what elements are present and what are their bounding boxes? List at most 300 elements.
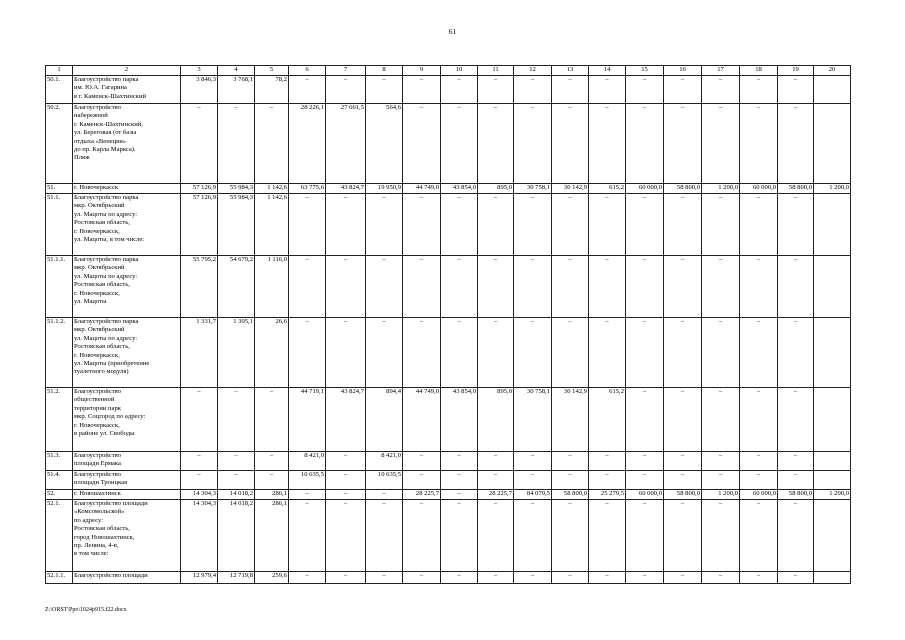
- value-cell: –: [218, 452, 255, 471]
- row-name-line: г. Новочеркасск,: [74, 421, 120, 429]
- row-name-line: мкр. Октябрьский: [74, 326, 125, 334]
- table-row: [46, 452, 851, 471]
- row-name-cell: [73, 104, 181, 184]
- table-row: [46, 471, 851, 490]
- row-id-cell: 52.1.: [46, 500, 73, 572]
- row-name-line: отдыха «Венеция»: [74, 137, 127, 145]
- value-cell: 30 758,1: [514, 388, 552, 452]
- value-cell: 615,2: [589, 388, 626, 452]
- value-cell: 1 200,0: [702, 490, 740, 500]
- row-name-line: пр. Ленина, 4-в,: [74, 542, 119, 550]
- value-cell: –: [589, 318, 626, 388]
- footer-file-path: Z:\ORST\Ppo\1024p915.f22.docx: [45, 607, 127, 613]
- value-cell: –: [664, 76, 702, 104]
- value-cell: –: [552, 452, 589, 471]
- value-cell: 43 824,7: [326, 184, 366, 194]
- value-cell: –: [740, 104, 778, 184]
- value-cell: –: [778, 104, 814, 184]
- value-cell: 26,6: [255, 318, 289, 388]
- column-number-cell: 7: [326, 66, 366, 76]
- value-cell: 30 142,9: [552, 388, 589, 452]
- column-number-cell: 3: [181, 66, 218, 76]
- value-cell: 895,0: [478, 388, 514, 452]
- value-cell: 30 758,1: [514, 184, 552, 194]
- value-cell: 44 749,0: [403, 388, 441, 452]
- value-cell: –: [740, 318, 778, 388]
- column-number-cell: 17: [702, 66, 740, 76]
- value-cell: –: [514, 318, 552, 388]
- value-cell: –: [514, 104, 552, 184]
- value-cell: –: [664, 572, 702, 584]
- value-cell: –: [740, 256, 778, 318]
- row-id-cell: 52.1.1.: [46, 572, 73, 584]
- value-cell: 43 824,7: [326, 388, 366, 452]
- value-cell: –: [326, 256, 366, 318]
- column-number-cell: 20: [814, 66, 851, 76]
- row-name-line: Благоустройство парка: [74, 76, 139, 83]
- value-cell: 1 116,0: [255, 256, 289, 318]
- value-cell: –: [478, 256, 514, 318]
- value-cell: –: [626, 318, 664, 388]
- row-name-cell: [73, 318, 181, 388]
- value-cell: –: [514, 256, 552, 318]
- value-cell: 60 000,0: [626, 490, 664, 500]
- value-cell: –: [441, 104, 478, 184]
- value-cell: 10 635,5: [289, 471, 326, 490]
- row-name-line: Благоустройство: [74, 471, 121, 478]
- value-cell: 78,2: [255, 76, 289, 104]
- value-cell: 8 421,0: [366, 452, 403, 471]
- value-cell: 63 775,6: [289, 184, 326, 194]
- row-name-line: ул. Мацоты: [74, 298, 107, 306]
- empty-cell: [814, 256, 851, 318]
- value-cell: –: [778, 388, 814, 452]
- row-name-cell: [73, 256, 181, 318]
- value-cell: –: [778, 572, 814, 584]
- row-name-line: мкр. Соцгород по адресу:: [74, 413, 146, 421]
- value-cell: –: [702, 256, 740, 318]
- value-cell: 8 421,0: [289, 452, 326, 471]
- value-cell: –: [441, 194, 478, 256]
- row-name-cell: [73, 500, 181, 572]
- value-cell: 28 225,7: [403, 490, 441, 500]
- value-cell: –: [664, 194, 702, 256]
- value-cell: –: [326, 452, 366, 471]
- value-cell: 57 126,9: [181, 194, 218, 256]
- empty-cell: [814, 500, 851, 572]
- value-cell: –: [589, 76, 626, 104]
- value-cell: 27 661,5: [326, 104, 366, 184]
- value-cell: –: [478, 500, 514, 572]
- column-number-cell: 16: [664, 66, 702, 76]
- value-cell: –: [552, 256, 589, 318]
- value-cell: –: [626, 256, 664, 318]
- value-cell: –: [326, 572, 366, 584]
- value-cell: 58 800,0: [552, 490, 589, 500]
- value-cell: –: [441, 490, 478, 500]
- value-cell: 58 800,0: [664, 490, 702, 500]
- row-name-cell: [73, 388, 181, 452]
- value-cell: 1 331,7: [181, 318, 218, 388]
- row-id-cell: 51.1.2.: [46, 318, 73, 388]
- empty-cell: [814, 194, 851, 256]
- value-cell: –: [366, 500, 403, 572]
- value-cell: –: [326, 318, 366, 388]
- row-name-line: Благоустройство площади: [74, 572, 148, 579]
- value-cell: 564,6: [366, 104, 403, 184]
- page-number: 61: [448, 27, 457, 36]
- value-cell: –: [702, 572, 740, 584]
- value-cell: –: [589, 104, 626, 184]
- value-cell: –: [702, 76, 740, 104]
- column-number-cell: 13: [552, 66, 589, 76]
- value-cell: –: [778, 452, 814, 471]
- value-cell: –: [326, 490, 366, 500]
- column-number-cell: 2: [73, 66, 181, 76]
- value-cell: 44 719,1: [289, 388, 326, 452]
- value-cell: –: [626, 194, 664, 256]
- row-name-line: г. Новочеркасск,: [74, 351, 120, 359]
- value-cell: –: [289, 500, 326, 572]
- row-name-line: ул. Мацоты по адресу:: [74, 272, 138, 280]
- row-name-cell: [73, 490, 181, 500]
- table-row: [46, 572, 851, 584]
- value-cell: –: [326, 500, 366, 572]
- value-cell: 84 079,5: [514, 490, 552, 500]
- row-name-line: г. Новочеркасск: [74, 184, 119, 191]
- value-cell: –: [366, 318, 403, 388]
- value-cell: –: [366, 76, 403, 104]
- value-cell: –: [740, 388, 778, 452]
- value-cell: –: [289, 318, 326, 388]
- value-cell: –: [514, 471, 552, 490]
- row-name-line: Благоустройство парка: [74, 318, 139, 325]
- value-cell: 14 018,2: [218, 490, 255, 500]
- row-name-line: Ростовская область,: [74, 219, 130, 227]
- value-cell: –: [626, 76, 664, 104]
- value-cell: –: [181, 104, 218, 184]
- value-cell: 55 984,3: [218, 184, 255, 194]
- value-cell: –: [403, 500, 441, 572]
- row-id-cell: 51.2.: [46, 388, 73, 452]
- column-number-cell: 5: [255, 66, 289, 76]
- column-number-cell: 6: [289, 66, 326, 76]
- value-cell: –: [366, 256, 403, 318]
- row-id-cell: 51.1.1.: [46, 256, 73, 318]
- column-number-cell: 4: [218, 66, 255, 76]
- column-number-cell: 8: [366, 66, 403, 76]
- value-cell: –: [778, 256, 814, 318]
- value-cell: –: [664, 388, 702, 452]
- value-cell: –: [514, 500, 552, 572]
- value-cell: –: [552, 76, 589, 104]
- value-cell: –: [326, 471, 366, 490]
- column-number-cell: 14: [589, 66, 626, 76]
- value-cell: –: [403, 471, 441, 490]
- value-cell: –: [589, 194, 626, 256]
- value-cell: 19 950,9: [366, 184, 403, 194]
- table-row: [46, 388, 851, 452]
- value-cell: –: [289, 256, 326, 318]
- value-cell: 286,1: [255, 500, 289, 572]
- value-cell: 58 800,0: [664, 184, 702, 194]
- value-cell: –: [626, 500, 664, 572]
- column-number-cell: 10: [441, 66, 478, 76]
- value-cell: 3 768,1: [218, 76, 255, 104]
- table-row: [46, 256, 851, 318]
- value-cell: 894,4: [366, 388, 403, 452]
- value-cell: –: [403, 104, 441, 184]
- row-name-cell: [73, 184, 181, 194]
- value-cell: –: [441, 318, 478, 388]
- value-cell: –: [289, 572, 326, 584]
- value-cell: –: [702, 318, 740, 388]
- row-name-line: ул. Мацоты по адресу:: [74, 334, 138, 342]
- value-cell: 25 279,5: [589, 490, 626, 500]
- table-row: [46, 76, 851, 104]
- row-id-cell: 50.2.: [46, 104, 73, 184]
- value-cell: –: [514, 572, 552, 584]
- value-cell: 60 000,0: [740, 184, 778, 194]
- table-row: [46, 318, 851, 388]
- row-name-line: Благоустройство парка: [74, 194, 139, 201]
- value-cell: –: [702, 452, 740, 471]
- value-cell: –: [366, 194, 403, 256]
- row-name-cell: [73, 76, 181, 104]
- value-cell: –: [478, 318, 514, 388]
- value-cell: –: [218, 104, 255, 184]
- row-name-line: Благоустройство: [74, 388, 121, 395]
- row-name-line: Ростовская область,: [74, 281, 130, 289]
- value-cell: 10 635,5: [366, 471, 403, 490]
- value-cell: –: [664, 500, 702, 572]
- row-name-line: г. Новочеркасск,: [74, 227, 120, 235]
- value-cell: –: [403, 76, 441, 104]
- value-cell: –: [702, 471, 740, 490]
- column-number-cell: 18: [740, 66, 778, 76]
- value-cell: –: [702, 194, 740, 256]
- value-cell: –: [552, 471, 589, 490]
- table-row: [46, 500, 851, 572]
- row-name-line: в районе ул. Свободы: [74, 430, 135, 438]
- empty-cell: [814, 104, 851, 184]
- value-cell: –: [441, 256, 478, 318]
- value-cell: –: [441, 452, 478, 471]
- value-cell: 60 000,0: [626, 184, 664, 194]
- value-cell: –: [403, 318, 441, 388]
- value-cell: –: [589, 572, 626, 584]
- value-cell: 1 200,0: [814, 490, 851, 500]
- row-name-line: Пляж: [74, 154, 90, 162]
- value-cell: –: [589, 452, 626, 471]
- value-cell: 286,1: [255, 490, 289, 500]
- value-cell: –: [778, 194, 814, 256]
- row-name-line: «Комсомольской»: [74, 508, 125, 516]
- value-cell: 43 854,0: [441, 388, 478, 452]
- row-name-cell: [73, 194, 181, 256]
- value-cell: –: [326, 194, 366, 256]
- value-cell: –: [255, 471, 289, 490]
- row-name-line: город Новошахтинск,: [74, 533, 135, 541]
- row-name-line: площади Ермака: [74, 460, 121, 468]
- value-cell: –: [778, 500, 814, 572]
- value-cell: –: [514, 452, 552, 471]
- value-cell: 615,2: [589, 184, 626, 194]
- value-cell: –: [552, 104, 589, 184]
- row-name-line: набережной: [74, 112, 108, 120]
- column-number-cell: 19: [778, 66, 814, 76]
- row-name-line: до пр. Карла Маркса).: [74, 146, 136, 154]
- value-cell: –: [366, 572, 403, 584]
- row-id-cell: 51.3.: [46, 452, 73, 471]
- value-cell: 14 304,3: [181, 500, 218, 572]
- value-cell: –: [289, 490, 326, 500]
- value-cell: –: [403, 256, 441, 318]
- value-cell: –: [740, 194, 778, 256]
- value-cell: –: [289, 76, 326, 104]
- value-cell: –: [740, 452, 778, 471]
- value-cell: –: [366, 490, 403, 500]
- row-id-cell: 51.1.: [46, 194, 73, 256]
- value-cell: 28 226,1: [289, 104, 326, 184]
- row-name-line: мкр. Октябрьский: [74, 264, 125, 272]
- row-name-line: территории парк: [74, 404, 121, 412]
- row-name-line: ул. Мацоты по адресу:: [74, 210, 138, 218]
- value-cell: –: [403, 194, 441, 256]
- value-cell: –: [740, 471, 778, 490]
- value-cell: –: [589, 500, 626, 572]
- value-cell: –: [441, 572, 478, 584]
- value-cell: –: [664, 452, 702, 471]
- value-cell: –: [664, 256, 702, 318]
- row-name-line: Ростовская область,: [74, 525, 130, 533]
- row-name-line: Благоустройство: [74, 452, 121, 459]
- value-cell: –: [626, 471, 664, 490]
- value-cell: –: [441, 500, 478, 572]
- value-cell: –: [255, 452, 289, 471]
- row-name-line: по адресу:: [74, 516, 104, 524]
- value-cell: 30 142,9: [552, 184, 589, 194]
- value-cell: –: [552, 500, 589, 572]
- value-cell: –: [740, 76, 778, 104]
- empty-cell: [814, 452, 851, 471]
- row-id-cell: 50.1.: [46, 76, 73, 104]
- value-cell: –: [218, 471, 255, 490]
- value-cell: –: [589, 256, 626, 318]
- value-cell: 55 795,2: [181, 256, 218, 318]
- row-name-line: в том числе:: [74, 550, 109, 558]
- value-cell: 3 846,3: [181, 76, 218, 104]
- value-cell: –: [255, 388, 289, 452]
- column-number-cell: 15: [626, 66, 664, 76]
- value-cell: –: [552, 194, 589, 256]
- value-cell: –: [478, 76, 514, 104]
- value-cell: 259,6: [255, 572, 289, 584]
- value-cell: –: [403, 572, 441, 584]
- row-id-cell: 52.: [46, 490, 73, 500]
- row-id-cell: 51.: [46, 184, 73, 194]
- value-cell: –: [181, 452, 218, 471]
- row-name-cell: [73, 572, 181, 584]
- column-number-cell: 1: [46, 66, 73, 76]
- row-name-line: в г. Каменск-Шахтинский: [74, 92, 147, 100]
- value-cell: –: [778, 318, 814, 388]
- value-cell: –: [702, 104, 740, 184]
- row-name-line: мкр. Октябрьский: [74, 202, 125, 210]
- value-cell: 54 679,2: [218, 256, 255, 318]
- value-cell: 58 800,0: [778, 184, 814, 194]
- value-cell: –: [255, 104, 289, 184]
- value-cell: –: [478, 104, 514, 184]
- value-cell: –: [664, 104, 702, 184]
- row-name-line: г. Каменск-Шахтинский,: [74, 120, 143, 128]
- row-name-line: Благоустройство: [74, 104, 121, 111]
- value-cell: –: [181, 471, 218, 490]
- empty-cell: [814, 471, 851, 490]
- empty-cell: [814, 572, 851, 584]
- budget-table: [45, 65, 851, 584]
- row-name-line: площади Троицкая: [74, 479, 128, 487]
- value-cell: 1 200,0: [814, 184, 851, 194]
- value-cell: –: [441, 76, 478, 104]
- value-cell: –: [478, 194, 514, 256]
- value-cell: 1 200,0: [702, 184, 740, 194]
- row-name-cell: [73, 471, 181, 490]
- value-cell: –: [626, 388, 664, 452]
- column-number-cell: 9: [403, 66, 441, 76]
- row-name-line: ул. Мацоты, в том числе:: [74, 236, 145, 244]
- table-row: [46, 184, 851, 194]
- row-name-line: ул. Мацоты (приобретение: [74, 360, 150, 368]
- value-cell: –: [626, 104, 664, 184]
- value-cell: –: [589, 471, 626, 490]
- row-name-line: общественной: [74, 396, 115, 404]
- empty-cell: [814, 388, 851, 452]
- row-id-cell: 51.4.: [46, 471, 73, 490]
- value-cell: –: [478, 572, 514, 584]
- value-cell: –: [740, 572, 778, 584]
- row-name-line: ул. Береговая (от базы: [74, 129, 137, 137]
- value-cell: –: [702, 388, 740, 452]
- value-cell: 895,0: [478, 184, 514, 194]
- value-cell: –: [326, 76, 366, 104]
- value-cell: 44 749,0: [403, 184, 441, 194]
- value-cell: –: [778, 76, 814, 104]
- row-name-cell: [73, 452, 181, 471]
- value-cell: 55 984,3: [218, 194, 255, 256]
- value-cell: –: [702, 500, 740, 572]
- empty-cell: [814, 76, 851, 104]
- value-cell: –: [441, 471, 478, 490]
- value-cell: 12 979,4: [181, 572, 218, 584]
- row-name-line: Благоустройство парка: [74, 256, 139, 263]
- value-cell: –: [552, 318, 589, 388]
- value-cell: –: [626, 572, 664, 584]
- value-cell: –: [181, 388, 218, 452]
- row-name-line: туалетного модуля): [74, 368, 129, 376]
- value-cell: 58 800,0: [778, 490, 814, 500]
- value-cell: 1 305,1: [218, 318, 255, 388]
- value-cell: 14 304,3: [181, 490, 218, 500]
- value-cell: 57 126,9: [181, 184, 218, 194]
- value-cell: 1 142,6: [255, 184, 289, 194]
- value-cell: 1 142,6: [255, 194, 289, 256]
- value-cell: –: [740, 500, 778, 572]
- value-cell: 60 000,0: [740, 490, 778, 500]
- row-name-line: Благоустройство площади: [74, 500, 148, 507]
- row-name-line: им. Ю.А. Гагарина: [74, 84, 127, 92]
- row-name-line: Ростовская область,: [74, 343, 130, 351]
